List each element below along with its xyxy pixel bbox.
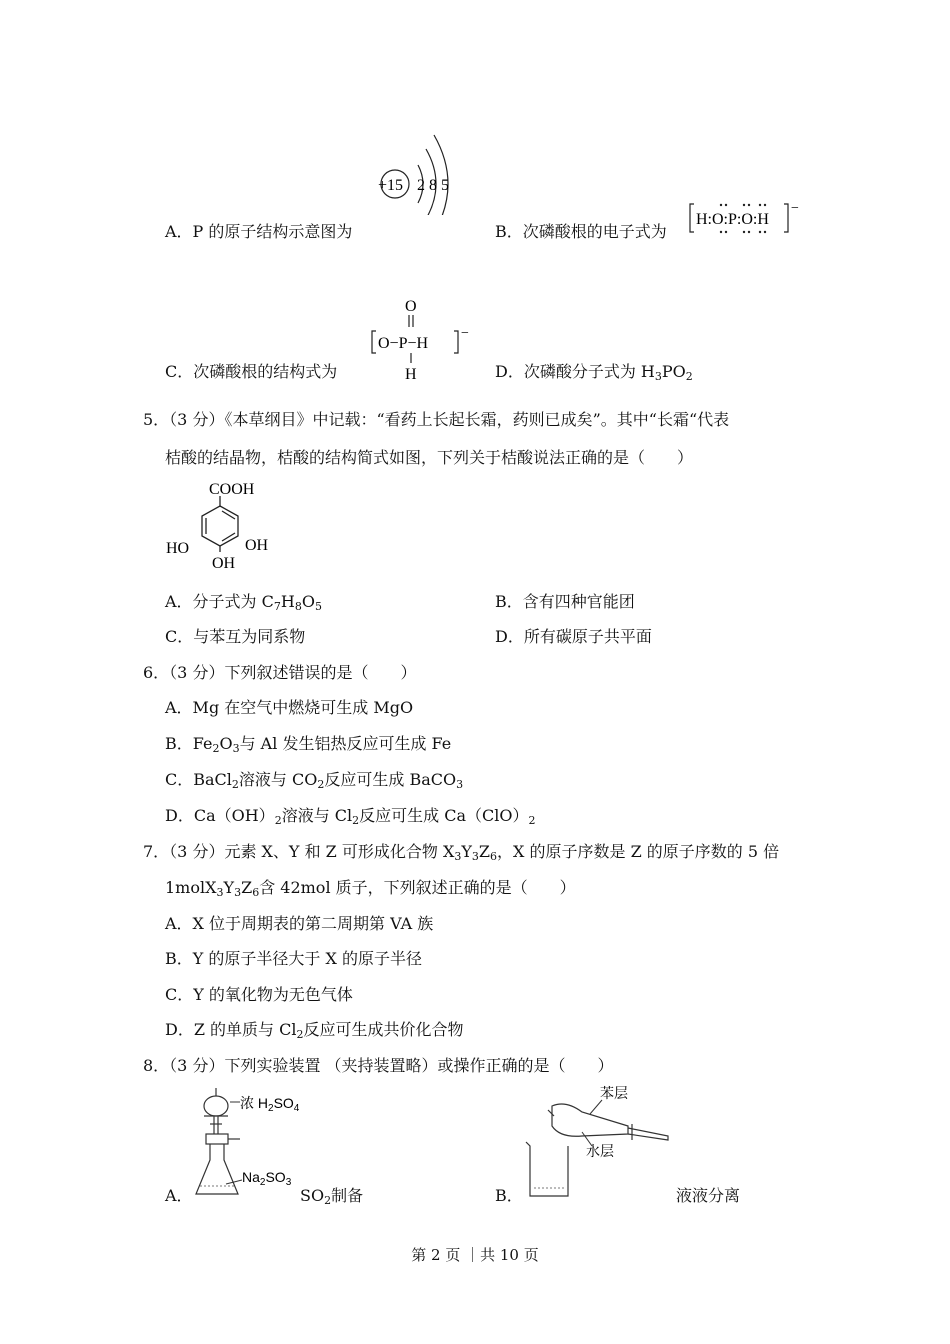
q8-option-b-label: B． bbox=[495, 1186, 523, 1205]
structural-formula-top: O bbox=[405, 298, 417, 315]
structural-formula-bottom: H bbox=[405, 366, 417, 383]
atom-nucleus-label: +15 bbox=[378, 177, 404, 194]
atom-structure-diagram bbox=[370, 125, 470, 215]
q6-option-a: A．Mg 在空气中燃烧可生成 MgO bbox=[165, 698, 414, 717]
electron-formula-figure bbox=[688, 198, 803, 240]
electron-formula-text: H:O:P:O:H bbox=[696, 211, 769, 228]
q8-stem: 8．（3 分）下列实验装置 （夹持装置略）或操作正确的是（ ） bbox=[143, 1056, 614, 1075]
q4-option-c: C．次磷酸根的结构式为 bbox=[165, 362, 338, 381]
molecule-label-left: HO bbox=[166, 540, 190, 557]
fig-b-upper-label: 苯层 bbox=[600, 1085, 628, 1101]
q7-stem-line1: 7．（3 分）元素 X、Y 和 Z 可形成化合物 $X_3Y_3Z_6$，X 的原子序数是 Z 的原子序数的 5 倍 bbox=[143, 842, 780, 863]
q5-option-a: A．分子式为 $C_7H_8O_5$ bbox=[165, 592, 322, 613]
q7-option-a: A．X 位于周期表的第二周期第 VA 族 bbox=[165, 914, 434, 933]
q8-option-a-caption: $SO_2$制备 bbox=[300, 1186, 364, 1207]
so2-apparatus-figure bbox=[190, 1086, 305, 1206]
q6-option-c: C．BaCl$_2$溶液与 $CO_2$反应可生成 BaCO$_3$ bbox=[165, 770, 464, 791]
gallic-acid-structure bbox=[162, 478, 282, 574]
q7-stem-line2: $1molX_3Y_3Z_6$含 42mol 质子，下列叙述正确的是（ ） bbox=[165, 878, 576, 899]
molecule-label-bottom: OH bbox=[212, 555, 236, 572]
structural-formula-figure bbox=[368, 293, 473, 385]
atom-shell-label: 2 8 5 bbox=[417, 177, 449, 194]
liquid-separation-figure bbox=[520, 1084, 675, 1204]
q6-option-b: B．$Fe_2O_3$与 Al 发生铝热反应可生成 Fe bbox=[165, 734, 452, 755]
q6-option-d: D．$Ca(OH)_2$溶液与 $Cl_2$反应可生成 $Ca(ClO)_2$ bbox=[165, 806, 536, 827]
fig-a-salt-label: $Na_2SO_3$ bbox=[242, 1169, 292, 1188]
q8-option-a-label: A． bbox=[165, 1186, 193, 1205]
q7-option-b: B．Y 的原子半径大于 X 的原子半径 bbox=[165, 949, 422, 968]
structural-formula-charge: − bbox=[461, 326, 469, 341]
fig-a-acid-label: 浓 $H_2SO_4$ bbox=[240, 1095, 300, 1114]
q7-option-c: C．Y 的氧化物为无色气体 bbox=[165, 985, 353, 1004]
q7-option-d: D．Z 的单质与 $Cl_2$反应可生成共价化合物 bbox=[165, 1020, 464, 1041]
molecule-label-top: COOH bbox=[209, 481, 255, 498]
molecule-label-right: OH bbox=[245, 537, 269, 554]
q4-option-d: D．次磷酸分子式为 $H_3PO_2$ bbox=[495, 362, 693, 383]
q4-option-a: A．P 的原子结构示意图为 bbox=[165, 222, 353, 241]
q5-option-c: C．与苯互为同系物 bbox=[165, 627, 306, 646]
q8-option-b-caption: 液液分离 bbox=[676, 1186, 741, 1205]
structural-formula-main: O−P−H bbox=[378, 335, 429, 352]
fig-b-lower-label: 水层 bbox=[586, 1143, 614, 1159]
q5-option-b: B．含有四种官能团 bbox=[495, 592, 635, 611]
q5-stem-line1: 5．（3 分）《本草纲目》中记载：“看药上长起长霜，药则已成矣”。其中“长霜“代表 bbox=[143, 410, 730, 429]
electron-formula-charge: − bbox=[791, 201, 799, 216]
q5-stem-line2: 桔酸的结晶物，桔酸的结构简式如图，下列关于桔酸说法正确的是（ ） bbox=[165, 448, 694, 467]
q4-option-b: B．次磷酸根的电子式为 bbox=[495, 222, 667, 241]
q6-stem: 6．（3 分）下列叙述错误的是（ ） bbox=[143, 663, 417, 682]
q5-option-d: D．所有碳原子共平面 bbox=[495, 627, 652, 646]
page-footer: 第 2 页 ｜共 10 页 bbox=[411, 1246, 539, 1264]
